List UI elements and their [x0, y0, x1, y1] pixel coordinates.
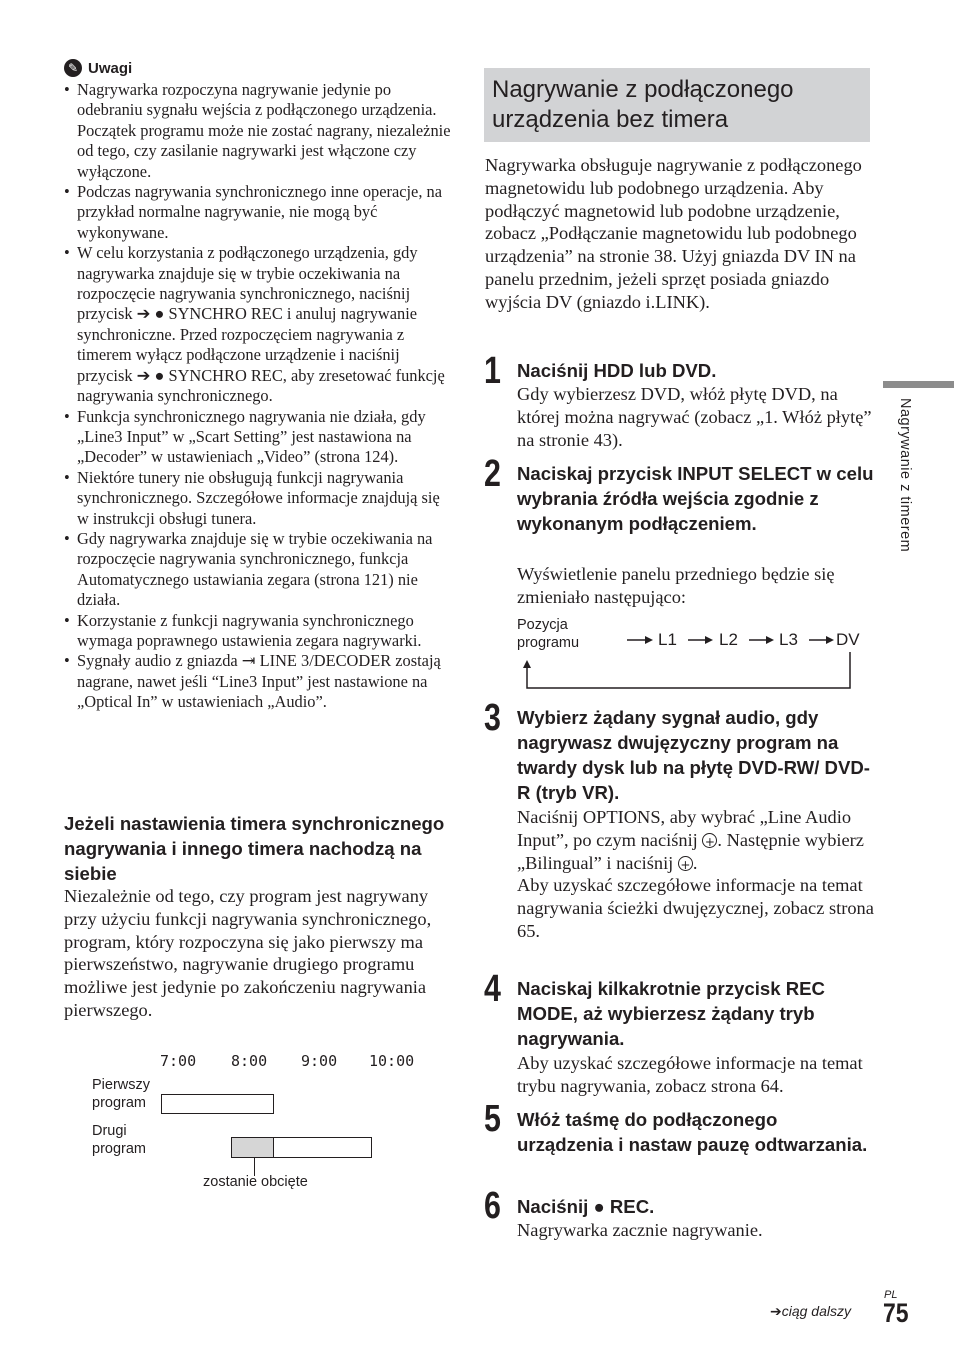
step-title: Naciskaj kilkakrotnie przycisk REC MODE, aż wybierzesz żądany tryb nagrywania.	[517, 978, 825, 1049]
side-tab-bar	[883, 381, 954, 388]
step-body-part: .	[692, 852, 698, 873]
language-label: PL	[884, 1289, 898, 1301]
enter-button-icon	[702, 833, 717, 848]
page-number: 75	[883, 1298, 909, 1328]
time-tick: 7:00	[160, 1052, 197, 1070]
note-item: • Podczas nagrywania synchronicznego inne operacje, na przykład normalne nagrywanie, nie mogą być wykonywane.	[64, 182, 454, 243]
first-program-bar	[161, 1094, 274, 1114]
note-item: • Funkcja synchronicznego nagrywania nie działa, gdy „Line3 Input” w „Scart Setting” jest nastawiona na „Decoder” w ustawieniach „Video” (strona 124).	[64, 407, 454, 468]
note-item: • Niektóre tunery nie obsługują funkcji nagrywania synchronicznego. Szczegółowe informacje znajdują się w instrukcji obsługi tunera.	[64, 468, 454, 529]
first-program-label: Pierwszy program	[92, 1077, 151, 1111]
step-title: Naciskaj przycisk INPUT SELECT w celu wybrania źródła wejścia zgodnie z wykonanym podłączeniem.	[517, 463, 874, 534]
note-item: • Gdy nagrywarka znajduje się w trybie oczekiwania na rozpoczęcie nagrywania synchronicznego, funkcja Automatycznego ustawiania zegara (strona 121) nie działa.	[64, 529, 454, 611]
step-body-part: . Następnie wybierz „Bilingual” i naciśnij	[517, 829, 864, 873]
input-cycle-diagram	[517, 614, 877, 694]
continued-note	[770, 1303, 851, 1320]
step-title: Włóż taśmę do podłączonego urządzenia i nastaw pauzę odtwarzania.	[517, 1109, 868, 1155]
cut-portion	[231, 1137, 274, 1158]
step-body-part: Aby uzyskać szczegółowe informacje na temat nagrywania ścieżki dwujęzycznej, zobacz strona 65.	[517, 875, 874, 941]
note-item: • Korzystanie z funkcji nagrywania synchronicznego wymaga poprawnego ustawienia zegara nagrywarki.	[64, 611, 454, 652]
section-title: Nagrywanie z podłączonego urządzenia bez timera	[492, 76, 794, 133]
flow-arrows	[517, 614, 877, 694]
note-icon: ✎	[64, 59, 82, 77]
step-body: Aby uzyskać szczegółowe informacje na temat trybu nagrywania, zobacz strona 64.	[517, 1053, 863, 1096]
note-item: • Sygnały audio z gniazda ⇥ LINE 3/DECODER zostają nagrane, nawet jeśli “Line3 Input” jest nastawione na „Optical In” w ustawieniach „Audio”.	[64, 651, 454, 712]
step-body	[517, 806, 877, 943]
step-body: Wyświetlenie panelu przedniego będzie się zmieniało następująco:	[517, 564, 835, 607]
flow-label: Pozycja programu	[517, 617, 580, 651]
arrow-right-icon: ➔	[770, 1303, 782, 1319]
step-number: 2	[484, 453, 501, 495]
step-number: 6	[484, 1185, 501, 1227]
second-program-label: Drugi program	[92, 1123, 146, 1157]
step-number: 3	[484, 697, 501, 739]
overlap-heading: Jeżeli nastawienia timera synchronicznego nagrywania i innego timera nachodzą na siebie	[64, 813, 445, 884]
enter-button-icon	[678, 856, 693, 871]
notes-heading	[64, 59, 132, 77]
step-body-part: Naciśnij OPTIONS, aby wybrać „Line Audio Input”, po czym naciśnij	[517, 807, 852, 850]
flow-item: L2	[719, 630, 738, 649]
flow-item: L1	[658, 630, 677, 649]
cut-label: zostanie obcięte	[203, 1174, 308, 1190]
section-intro: Nagrywarka obsługuje nagrywanie z podłączonego magnetowidu lub podobnego urządzenia. Aby podłączyć magnetowid lub podobne urządzenie, zobacz „Podłączanie magnetowidu lub podobnego urządzenia” na stronie 38. Użyj gniazda DV IN na panelu przednim, jeżeli sprzęt posiada gniazdo wyjścia DV (gniazdo i.LINK).	[485, 155, 862, 312]
continued-label: ciąg dalszy	[781, 1303, 851, 1319]
note-item: • W celu korzystania z podłączonego urządzenia, gdy nagrywarka znajduje się w trybie oczekiwania na rozpoczęcie nagrywania synchronicznego, naciśnij przycisk ➔ ● SYNCHRO REC i anuluj nagrywanie synchroniczne. Przed rozpoczęciem nagrywania z timerem wyłącz podłączone urządzenie i naciśnij przycisk ➔ ● SYNCHRO REC, aby zresetować funkcję nagrywania synchronicznego.	[64, 243, 454, 406]
flow-item: DV	[836, 630, 860, 649]
step-number: 1	[484, 350, 501, 392]
step-title: Wybierz żądany sygnał audio, gdy nagrywasz dwujęzyczny program na twardy dysk lub na płytę DVD-RW/ DVD-R (tryb VR).	[517, 707, 870, 803]
step-number: 5	[484, 1098, 501, 1140]
notes-list	[64, 80, 454, 713]
step-number: 4	[484, 968, 501, 1010]
notes-heading-label: Uwagi	[88, 59, 133, 77]
note-item: • Nagrywarka rozpoczyna nagrywanie jedynie po odebraniu sygnału wejścia z podłączonego urządzenia. Początek programu może nie zostać nagrany, niezależnie od tego, czy zasilanie nagrywarki jest włączone czy wyłączone.	[64, 80, 454, 182]
step-title: Naciśnij HDD lub DVD.	[517, 360, 717, 381]
timer-overlap-diagram	[90, 1048, 450, 1198]
step-body: Gdy wybierzesz DVD, włóż płytę DVD, na której można nagrywać (zobacz „1. Włóż płytę” na stronie 43).	[517, 384, 872, 450]
time-tick: 8:00	[231, 1052, 268, 1070]
step-title: Naciśnij ● REC.	[517, 1196, 655, 1217]
side-tab-label: Nagrywanie z timerem	[897, 398, 913, 553]
step-body: Nagrywarka zacznie nagrywanie.	[517, 1220, 763, 1240]
time-tick: 10:00	[369, 1052, 415, 1070]
time-tick: 9:00	[301, 1052, 338, 1070]
flow-item: L3	[779, 630, 798, 649]
overlap-body: Niezależnie od tego, czy program jest nagrywany przy użyciu funkcji nagrywania synchronicznego, program, który rozpoczyna się jako pierwszy ma pierwszeństwo, nagrywanie drugiego programu możliwe jest jedynie po zakończeniu nagrywania pierwszego.	[64, 886, 432, 1020]
